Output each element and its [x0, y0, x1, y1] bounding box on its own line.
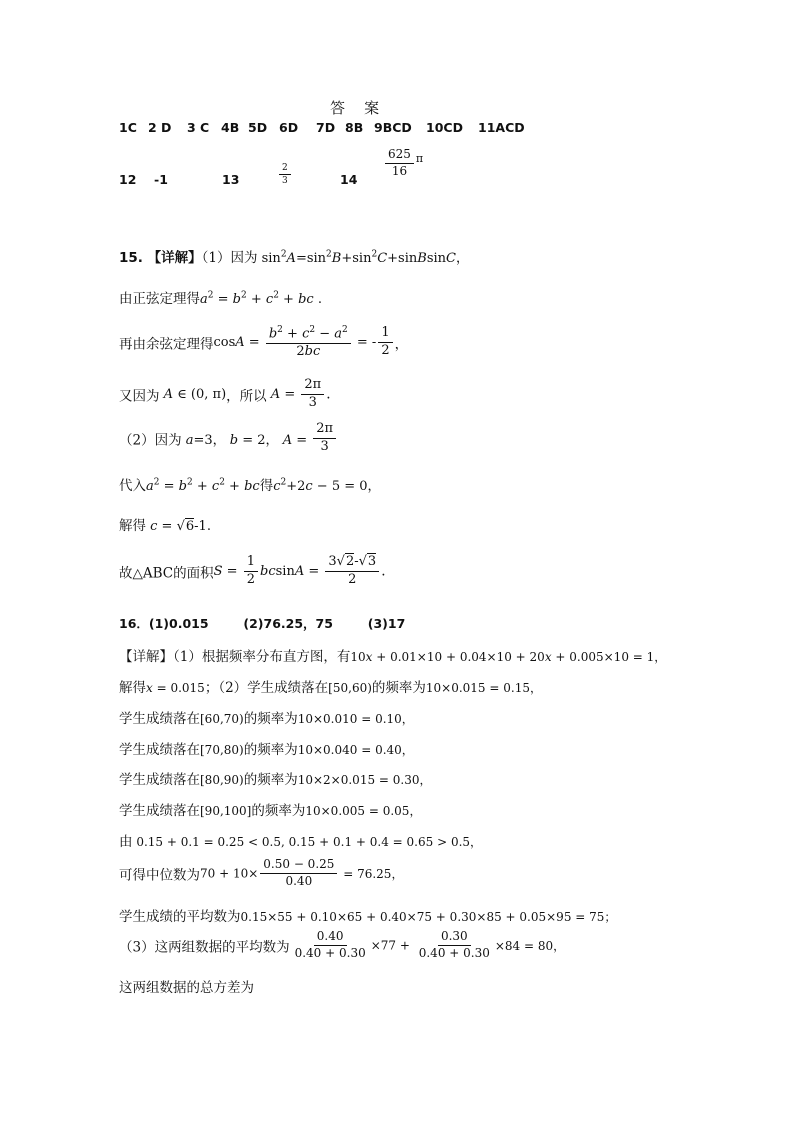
- q16-text: 的频率为: [251, 803, 306, 819]
- q15-text: 解得: [119, 518, 146, 534]
- answer-item: 4B: [221, 120, 240, 135]
- q15-line-4: 又因为 A ∈ (0, π)，所以 A = $\frac{2\pi}{3}$ .: [119, 377, 331, 410]
- answer-item: 5D: [248, 120, 268, 135]
- q16-text: 学生成绩的平均数为: [119, 909, 241, 925]
- fraction-numerator: 2: [279, 163, 291, 175]
- q16-line-5: 学生成绩落在[80,90)的频率为10×2×0.015 = 0.30，: [119, 772, 432, 788]
- answer-item: 6D: [279, 120, 299, 135]
- q15-text: （2）因为: [119, 432, 182, 449]
- q16-text: 的频率为: [243, 772, 298, 788]
- answer-item: 7D: [316, 120, 336, 135]
- q16-text: 的频率为: [243, 742, 298, 758]
- answer-13-number: 13: [222, 172, 240, 187]
- q16-line-10: （3）这两组数据的平均数为 $\frac{0.40}{0.40 + 0.30}$ ×77 + $\frac{0.30}{0.40 + 0.30}$ ×84 = 80，: [119, 929, 566, 960]
- answer-item: 3 C: [187, 120, 210, 135]
- q16-text: 的频率为: [371, 680, 426, 696]
- q16-text: 学生成绩落在: [119, 711, 200, 727]
- q16-text: （3）这两组数据的平均数为: [119, 939, 290, 956]
- q15-text: 得: [259, 478, 274, 494]
- q16-text: 学生成绩落在: [119, 803, 200, 819]
- q16-text: 由: [119, 834, 133, 850]
- q16-text: 的频率为: [243, 711, 298, 727]
- q16-line-7: 由 0.15 + 0.1 = 0.25 < 0.5, 0.15 + 0.1 + 0.4 = 0.65 > 0.5，: [119, 834, 483, 850]
- q16-text: 学生成绩落在: [119, 772, 200, 788]
- q15-label: 15. 【详解】: [119, 250, 202, 266]
- q15-line-2: 由正弦定理得$a^2 = b^2 + c^2$ + bc .: [119, 290, 322, 307]
- answer-13-fraction: [277, 163, 293, 187]
- fraction-denominator: 16: [391, 163, 408, 178]
- answer-12-number: 12: [119, 172, 137, 187]
- q16-line-4: 学生成绩落在[70,80)的频率为10×0.040 = 0.40，: [119, 742, 414, 758]
- q15-line-6: 代入$a^2 = b^2 + c^2$ + bc得$c^2+2c - 5 = 0$，: [119, 477, 381, 494]
- q15-line-8: 故△ABC的面积S = $\frac{1}{2}$ bcsinA = $\frac{3√2-√3}{2}$ .: [119, 554, 386, 587]
- q15-line-3: 再由余弦定理得cosA = $\frac{b^2 + c^2 - a^2}{2bc}$ = - $\frac{1}{2}$ ，: [119, 325, 409, 360]
- answer-14-fraction: [383, 148, 423, 179]
- q16-text: 学生成绩落在: [119, 742, 200, 758]
- q16-line-8: 可得中位数为70 + 10× $\frac{0.50 - 0.25}{0.40}$ = 76.25，: [119, 857, 404, 888]
- fraction-numerator: 625: [385, 148, 414, 164]
- answer-item: 10CD: [426, 120, 463, 135]
- q16-text: ；（2）学生成绩落在: [204, 680, 329, 696]
- q16-line-2: 解得x = 0.015；（2）学生成绩落在[50,60)的频率为10×0.015 = 0.15，: [119, 680, 542, 696]
- q16-line-9: 学生成绩的平均数为0.15×55 + 0.10×65 + 0.40×75 + 0.30×85 + 0.05×95 = 75；: [119, 909, 617, 925]
- pi-symbol: π: [415, 151, 424, 165]
- q15-text: 代入: [119, 478, 146, 494]
- q16-text: 解得: [119, 680, 146, 696]
- q15-line-1: 15. 【详解】（1）因为 $\sin^2A=\sin^2B+\sin^2C+sinBsinC$，: [119, 249, 469, 266]
- q15-text: 再由余弦定理得: [119, 336, 214, 353]
- answer-item: 2 D: [148, 120, 172, 135]
- answer-item: 1C: [119, 120, 137, 135]
- answer-12-value: -1: [154, 172, 168, 187]
- answer-item: 8B: [345, 120, 364, 135]
- q15-text: 又因为: [119, 388, 160, 405]
- answer-14-number: 14: [340, 172, 358, 187]
- q15-text: 故△ABC的面积: [119, 565, 214, 582]
- q16-line-6: 学生成绩落在[90,100]的频率为10×0.005 = 0.05，: [119, 803, 422, 819]
- q16-text: 【详解】（1）根据频率分布直方图，有: [119, 649, 351, 665]
- q15-text: ，所以: [226, 388, 267, 405]
- q16-text: 可得中位数为: [119, 867, 200, 884]
- q15-text: （1）因为: [201, 250, 258, 266]
- q16-line-11: 这两组数据的总方差为: [119, 980, 254, 996]
- q16-header: 16．(1)0.015 (2)76.25，75 (3)17: [119, 616, 406, 631]
- q16-line-3: 学生成绩落在[60,70)的频率为10×0.010 = 0.10，: [119, 711, 414, 727]
- answer-item: 9BCD: [374, 120, 412, 135]
- fraction-denominator: 3: [282, 176, 288, 187]
- q16-line-1: 【详解】（1）根据频率分布直方图，有10x + 0.01×10 + 0.04×10 + 20x + 0.005×10 = 1，: [119, 649, 667, 665]
- answer-item: 11ACD: [478, 120, 525, 135]
- q15-line-7: 解得 c = √6-1.: [119, 518, 211, 534]
- q15-text: 由正弦定理得: [119, 291, 200, 307]
- q15-line-5: （2）因为 a=3， b = 2， A = $\frac{2\pi}{3}$: [119, 422, 338, 455]
- page-title: 答 案: [330, 99, 380, 117]
